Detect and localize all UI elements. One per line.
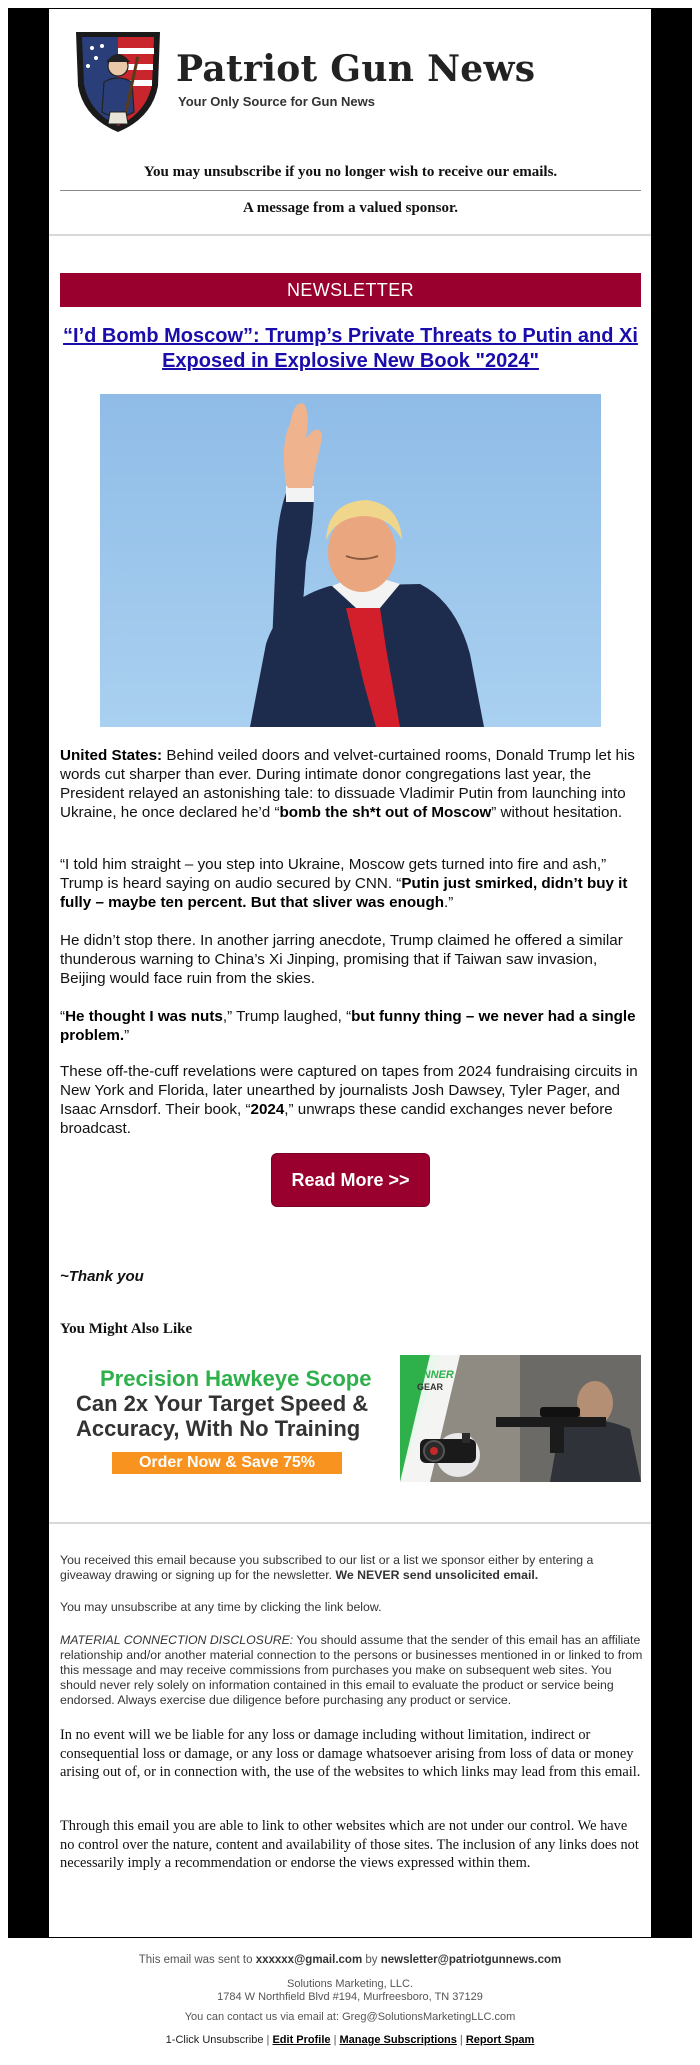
you-might-also-like-heading: You Might Also Like (60, 1321, 193, 1337)
article-paragraph-5: These off-the-cuff revelations were captured on tapes from 2024 fundraising circuits in New York and Florida, later unearthed by journalists Josh Dawsey, Tyler Pager, and Isaac Arnsdorf. Their book, “2024,” unwraps these candid exchanges never before broadcast. (60, 1063, 638, 1137)
newsletter-banner: NEWSLETTER (60, 273, 641, 307)
unsubscribe-note: You may unsubscribe if you no longer wish to receive our emails. (143, 164, 558, 180)
liability-disclaimer: In no event will we be liable for any loss or damage including without limitation, indirect or consequential loss or damage, or any loss or damage whatsoever arising from loss of data or money arising out of, or in connection with, the use of the websites to which links may lead from this email. (60, 1727, 641, 1780)
company-address: 1784 W Northfield Blvd #194, Murfreesboro, TN 37129 (217, 1991, 483, 2003)
trump-waving-photo[interactable] (100, 394, 601, 727)
brand-tagline: Your Only Source for Gun News (178, 94, 375, 109)
external-links-disclaimer: Through this email you are able to link to other websites which are not under our control. We have no control over the nature, content and availability of those sites. The inclusion of any links does not necessarily imply a recommendation or endorse the views expressed within them. (60, 1818, 639, 1871)
edit-profile-link[interactable]: Edit Profile (272, 2034, 331, 2046)
article-paragraph-4: “He thought I was nuts,” Trump laughed, “but funny thing – we never had a single problem.” (60, 1008, 636, 1044)
ad-headline: Precision Hawkeye Scope (100, 1366, 372, 1391)
scope-ad-banner[interactable] (60, 1355, 641, 1482)
article-headline-link[interactable]: “I’d Bomb Moscow”: Trump’s Private Threats to Putin and Xi Exposed in Explosive New Book "2024" (63, 325, 638, 372)
read-more-button[interactable]: Read More >> (272, 1154, 429, 1206)
subscription-reason: You received this email because you subscribed to our list or a list we sponsor either by entering a giveaway drawing or signing up for the newsletter. We NEVER send unsolicited email. (60, 1553, 594, 1582)
contact-line: You can contact us via email at: Greg@SolutionsMarketingLLC.com (184, 2011, 516, 2023)
gunner-gear-logo: GUNNER GEAR (406, 1369, 454, 1392)
article-paragraph-3: He didn’t stop there. In another jarring anecdote, Trump claimed he offered a similar thunderous warning to China’s Xi Jinping, promising that if Taiwan saw invasion, Beijing would face ruin from the skies. (60, 932, 623, 987)
sponsor-note: A message from a valued sponsor. (242, 200, 459, 216)
section-divider (49, 234, 651, 236)
patriot-shield-logo (70, 26, 166, 136)
brand-title: Patriot Gun News (176, 48, 536, 90)
header-divider (60, 190, 641, 191)
unsubscribe-info: You may unsubscribe at any time by clicking the link below. (60, 1600, 382, 1614)
material-disclosure: MATERIAL CONNECTION DISCLOSURE: You should assume that the sender of this email has an affiliate relationship and/or another material connection to the persons or businesses mentioned in or linked to from this message and may receive commissions from purchases you make on subsequent web sites. You should never rely solely on information contained in this email to evaluate the product or service being endorsed. Always exercise due diligence before purchasing any product or service. (60, 1633, 643, 1707)
report-spam-link[interactable]: Report Spam (465, 2034, 535, 2046)
ad-subline-1: Can 2x Your Target Speed & (76, 1391, 369, 1416)
ad-subline-2: Accuracy, With No Training (76, 1416, 361, 1441)
footer-divider (49, 1522, 651, 1524)
ad-order-button[interactable]: Order Now & Save 75% (112, 1452, 342, 1474)
sent-to-line: This email was sent to xxxxxx@gmail.com by newsletter@patriotgunnews.com (138, 1954, 562, 1966)
manage-subscriptions-link[interactable]: Manage Subscriptions (339, 2034, 457, 2046)
company-name: Solutions Marketing, LLC. (287, 1978, 413, 1990)
signoff: ~Thank you (60, 1268, 144, 1285)
article-paragraph-2: “I told him straight – you step into Ukraine, Moscow gets turned into fire and ash,” Trump is heard saying on audio secured by CNN. “Putin just smirked, didn’t buy it fully – maybe ten percent. But that sliver was enough.” (60, 856, 628, 911)
one-click-unsubscribe-link[interactable]: 1-Click Unsubscribe (165, 2034, 264, 2046)
footer-links: 1-Click Unsubscribe | Edit Profile | Manage Subscriptions | Report Spam (165, 2034, 535, 2046)
article-paragraph-1: United States: Behind veiled doors and velvet-curtained rooms, Donald Trump let his words cut sharper than ever. During intimate donor congregations last year, the President relayed an astonishing tale: to dissuade Vladimir Putin from launching into Ukraine, he once declared he’d “bomb the sh*t out of Moscow” without hesitation. (60, 747, 635, 821)
